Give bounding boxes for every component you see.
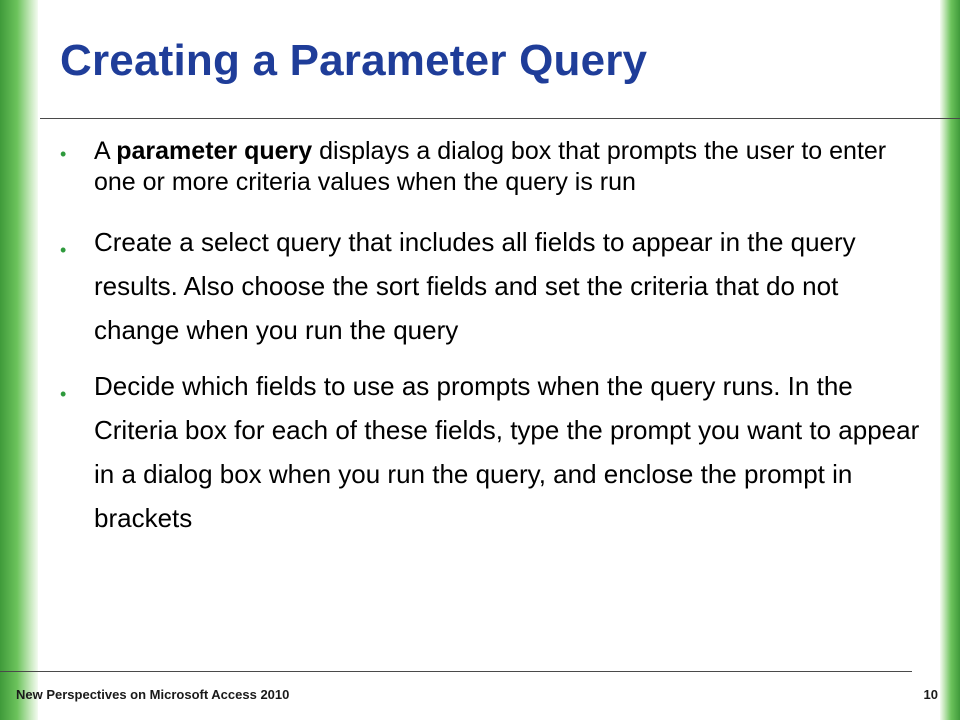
left-green-bar — [0, 0, 38, 720]
bullet-1-term: parameter query — [116, 137, 313, 165]
bullet-3-text: Decide which fields to use as prompts when the query runs. In the Criteria box for each of these fields, type the prompt you want to appear in a dialog box when you run the query, and enclose the prompt in brackets — [94, 371, 920, 533]
bullet-item-3 — [60, 364, 920, 540]
bullet-2-text: Create a select query that includes all fields to appear in the query results. Also choose the sort fields and set the criteria that do not change when you run the query — [94, 227, 856, 345]
bullet-item-2 — [60, 220, 920, 352]
page-number: 10 — [923, 687, 938, 702]
bullet-dot-icon: • — [60, 144, 67, 164]
title-divider — [40, 118, 960, 119]
footer-text: New Perspectives on Microsoft Access 2010 — [16, 687, 290, 702]
slide-title: Creating a Parameter Query — [60, 36, 648, 85]
bullet-item-1 — [60, 136, 920, 198]
bullet-dot-icon: • — [60, 240, 67, 260]
bullet-list — [60, 136, 920, 540]
bullet-1-post: displays a dialog box that prompts the user to enter one or more criteria values when the query is run — [94, 137, 887, 196]
bullet-dot-icon: • — [60, 384, 67, 404]
footer-divider — [0, 671, 912, 672]
right-green-bar — [940, 0, 960, 720]
bullet-1-pre: A — [94, 137, 117, 165]
